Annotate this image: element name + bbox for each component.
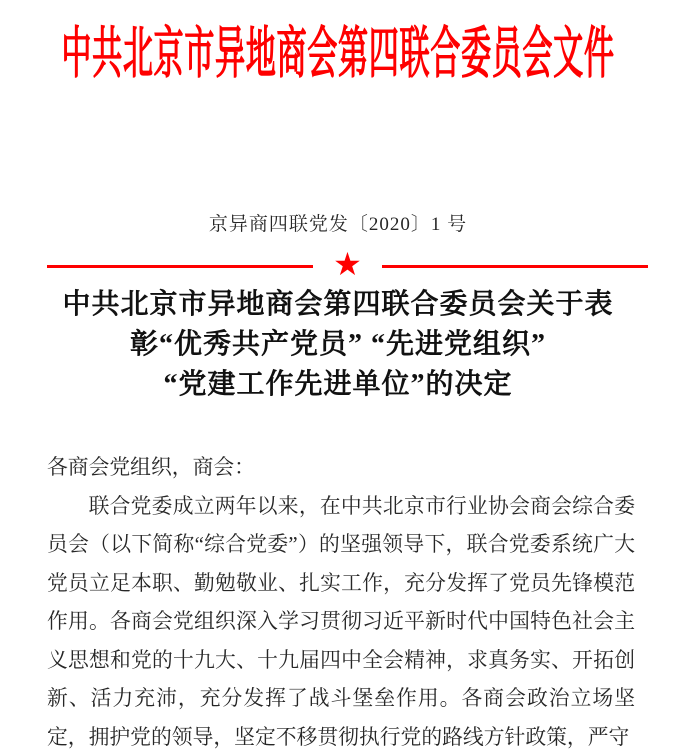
document-title-line-3: “党建工作先进单位”的决定 (163, 369, 513, 400)
document-body (47, 449, 635, 756)
salutation-line: 各商会党组织，商会： (47, 456, 255, 479)
red-divider-line-left (47, 265, 313, 268)
body-paragraph: 联合党委成立两年以来，在中共北京市行业协会商会综合委员会（以下简称“综合党委”）的坚强领导下，联合党委系统广大党员立足本职、勤勉敬业、扎实工作，充分发挥了党员先锋模范作用。各商会党组织深入学习贯彻习近平新时代中国特色社会主义思想和党的十九大、十九届四中全会精神，求真务实、开拓创新、活力充沛，充分发挥了战斗堡垒作用。各商会政治立场坚定，拥护党的领导，坚定不移贯彻执行党的路线方针政策，严守 (47, 494, 635, 749)
document-title-line-1: 中共北京市异地商会第四联合委员会关于表 (62, 289, 614, 320)
red-divider-line-right (382, 265, 648, 268)
red-header-banner (0, 23, 676, 88)
document-title (0, 285, 676, 405)
document-title-line-2: 彰“优秀共产党员” “先进党组织” (129, 329, 546, 360)
red-divider (47, 247, 648, 285)
star-icon: ★ (333, 245, 362, 283)
banner-title: 中共北京市异地商会第四联合委员会文件 (61, 23, 615, 86)
document-number: 京异商四联党发〔2020〕1 号 (208, 214, 468, 235)
